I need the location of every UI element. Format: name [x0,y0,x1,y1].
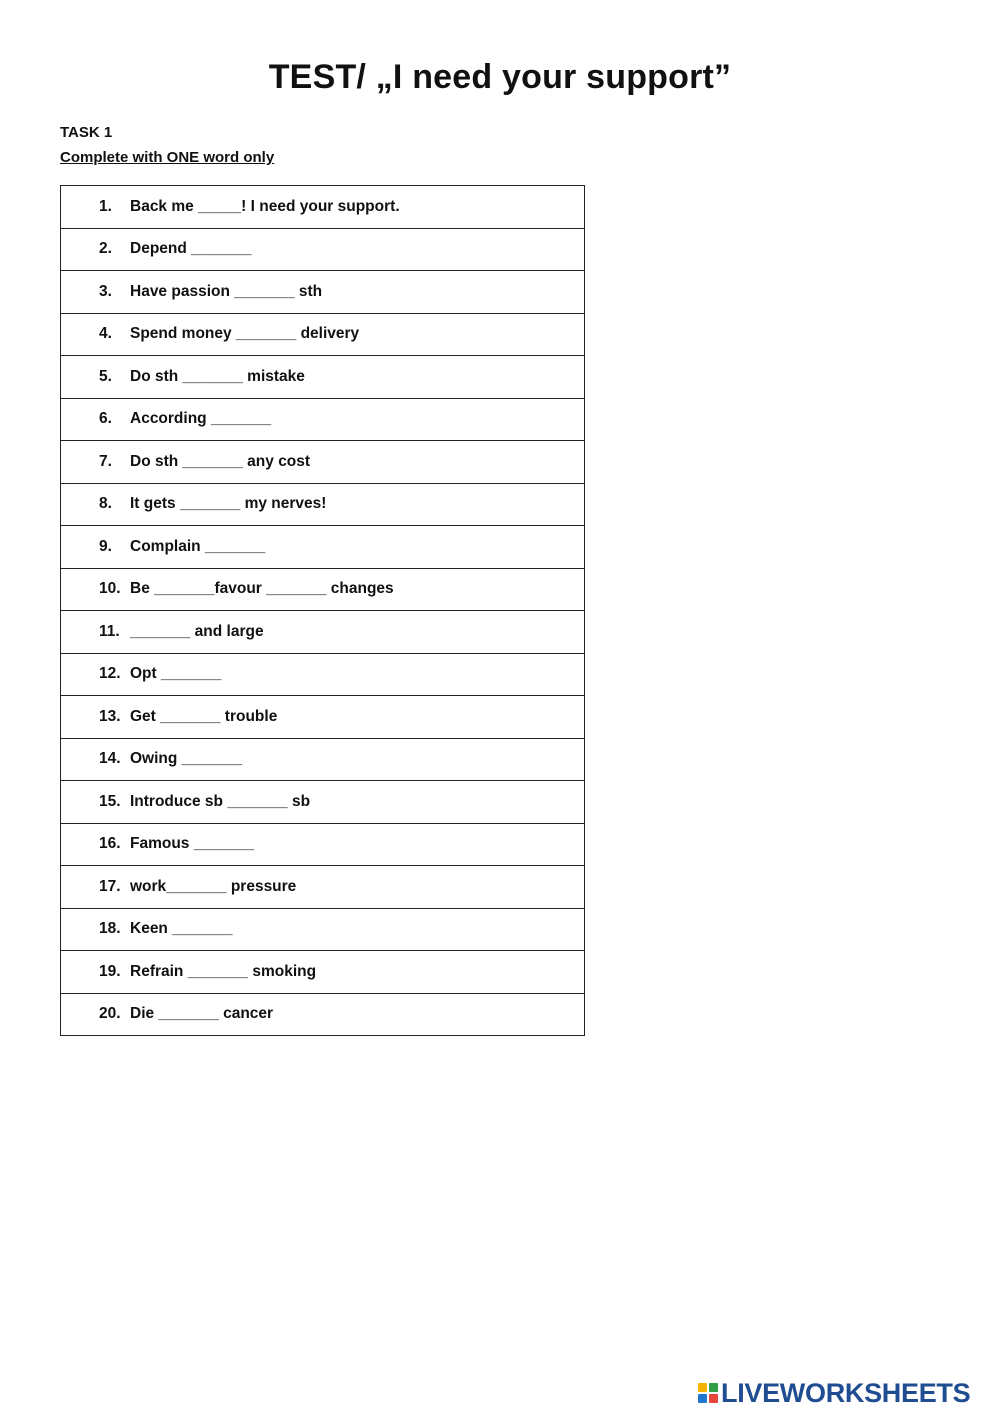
exercise-item [61,653,585,696]
item-text: work_______ pressure [130,877,297,895]
item-text: Famous _______ [130,835,255,853]
item-text: Refrain _______ smoking [130,962,317,980]
logo-square [698,1383,707,1392]
item-number: 5. [99,367,112,385]
table-row [61,186,585,229]
item-text: Keen _______ [130,920,233,938]
exercise-item [61,738,585,781]
exercise-item [61,568,585,611]
exercise-item [61,866,585,909]
table-row [61,738,585,781]
exercise-item [61,951,585,994]
item-number: 1. [99,197,112,215]
table-row [61,441,585,484]
item-text: Introduce sb _______ sb [130,792,311,810]
exercise-item [61,526,585,569]
item-text: Owing _______ [130,750,243,768]
table-row [61,951,585,994]
item-text: Do sth _______ any cost [130,452,311,470]
exercise-item [61,313,585,356]
logo-square [709,1394,718,1403]
exercise-item [61,228,585,271]
exercise-item [61,611,585,654]
item-text: Be _______favour _______ changes [130,580,394,598]
item-number: 8. [99,495,112,513]
table-row [61,483,585,526]
item-number: 16. [99,835,121,853]
exercise-item [61,441,585,484]
item-text: Die _______ cancer [130,1005,274,1023]
item-number: 2. [99,240,112,258]
item-number: 3. [99,282,112,300]
item-number: 6. [99,410,112,428]
exercise-item [61,781,585,824]
item-text: Back me _____! I need your support. [130,197,400,215]
item-text: Depend _______ [130,240,252,258]
table-row [61,611,585,654]
exercise-item [61,993,585,1036]
table-row [61,271,585,314]
item-text: Do sth _______ mistake [130,367,305,385]
item-number: 18. [99,920,121,938]
exercise-item [61,908,585,951]
item-number: 12. [99,665,121,683]
logo-square [709,1383,718,1392]
exercise-item [61,823,585,866]
item-number: 11. [99,622,120,640]
table-row [61,526,585,569]
exercise-table [60,185,585,1036]
item-text: Complain _______ [130,537,266,555]
item-text: According _______ [130,410,272,428]
item-text: Spend money _______ delivery [130,325,360,343]
item-text: It gets _______ my nerves! [130,495,327,513]
table-row [61,908,585,951]
table-row [61,993,585,1036]
item-number: 17. [99,877,121,895]
item-number: 15. [99,792,121,810]
item-number: 7. [99,452,112,470]
item-number: 10. [99,580,121,598]
logo-square [698,1394,707,1403]
table-row [61,653,585,696]
exercise-item [61,483,585,526]
logo-text: LIVEWORKSHEETS [721,1377,971,1408]
exercise-item [61,398,585,441]
task-instruction: Complete with ONE word only [60,149,275,166]
item-number: 4. [99,325,112,343]
table-row [61,866,585,909]
table-row [61,781,585,824]
exercise-item [61,356,585,399]
item-number: 14. [99,750,121,768]
worksheet-title: TEST/ „I need your support” [268,58,732,96]
table-row [61,696,585,739]
task-label: TASK 1 [60,124,113,141]
table-row [61,313,585,356]
item-text: _______ and large [130,622,264,640]
item-number: 19. [99,962,121,980]
table-row [61,398,585,441]
table-row [61,568,585,611]
table-row [61,823,585,866]
item-number: 13. [99,707,121,725]
table-row [61,356,585,399]
exercise-item [61,696,585,739]
liveworksheets-logo [698,1378,970,1408]
item-text: Have passion _______ sth [130,282,323,300]
exercise-item [61,186,585,229]
item-text: Get _______ trouble [130,707,278,725]
item-text: Opt _______ [130,665,222,683]
logo-grid-icon [698,1383,718,1403]
item-number: 9. [99,537,112,555]
exercise-item [61,271,585,314]
table-row [61,228,585,271]
item-number: 20. [99,1005,121,1023]
